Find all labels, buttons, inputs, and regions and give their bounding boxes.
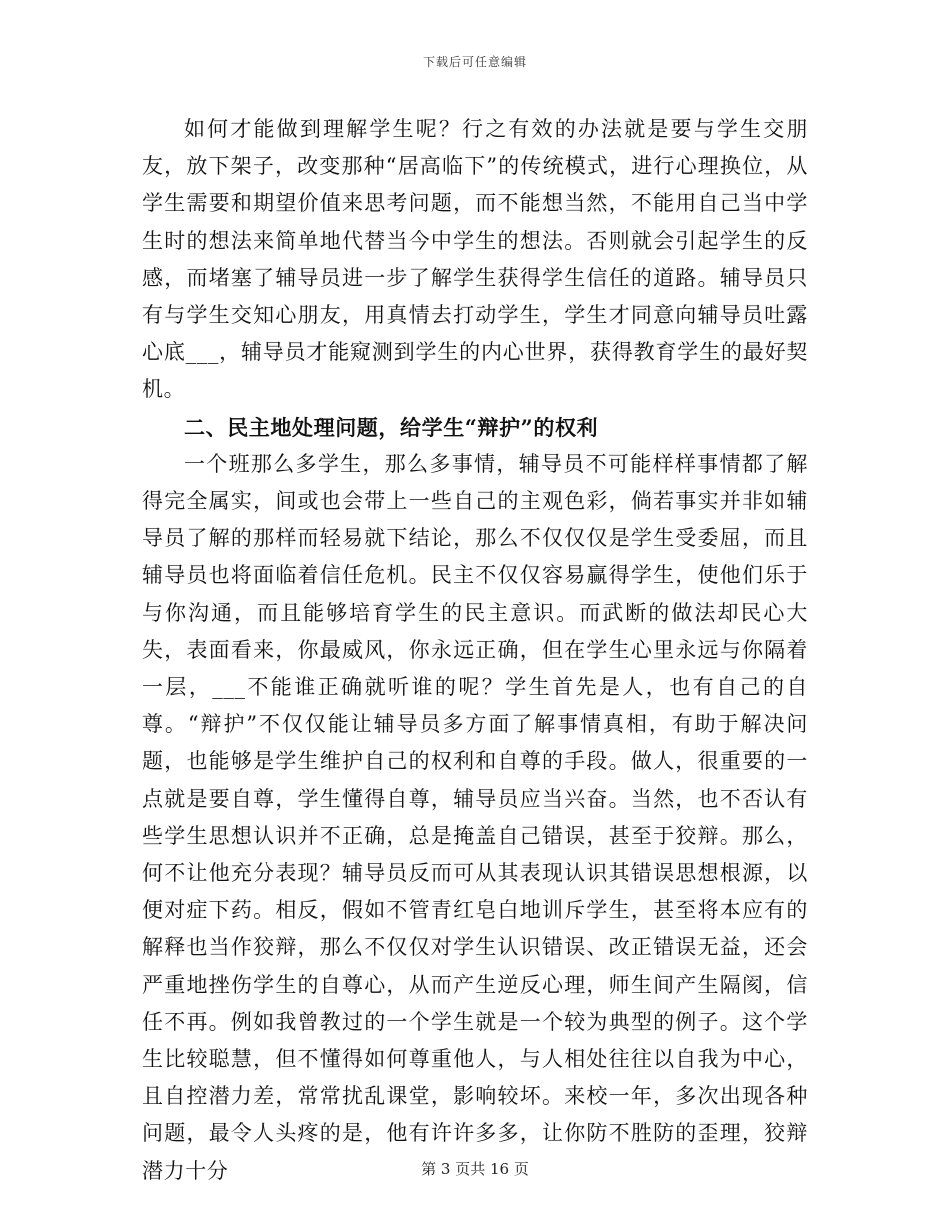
document-body [142,111,808,1190]
paragraph-democratic-handling: 一个班那么多学生，那么多事情，辅导员不可能样样事情都了解得完全属实，间或也会带上一些自己的主观色彩，倘若事实并非如辅导员了解的那样而轻易就下结论，那么不仅仅仅是学生受委屈，而且辅导员也将面临着信任危机。民主不仅仅容易赢得学生，使他们乐于与你沟通，而且能够培育学生的民主意识。而武断的做法却民心大失，表面看来，你最威风，你永远正确，但在学生心里永远与你隔着一层，___不能谁正确就听谁的呢？学生首先是人，也有自己的自尊。“辩护”不仅仅能让辅导员多方面了解事情真相，有助于解决问题，也能够是学生维护自己的权利和自尊的手段。做人，很重要的一点就是要自尊，学生懂得自尊，辅导员应当兴奋。当然，也不否认有些学生思想认识并不正确，总是掩盖自己错误，甚至于狡辩。那么，何不让他充分表现？辅导员反而可从其表现认识其错误思想根源，以便对症下药。相反，假如不管青红皂白地训斥学生，甚至将本应有的解释也当作狡辩，那么不仅仅对学生认识错误、改正错误无益，还会严重地挫伤学生的自尊心，从而产生逆反心理，师生间产生隔阂，信任不再。例如我曾教过的一个学生就是一个较为典型的例子。这个学生比较聪慧，但不懂得如何尊重他人，与人相处往往以自我为中心，且自控潜力差，常常扰乱课堂，影响较坏。来校一年，多次出现各种问题，最令人头疼的是，他有许许多多，让你防不胜防的歪理，狡辩潜力十分 [142,451,808,1183]
page-number: 第 3 页共 16 页 [421,1160,529,1178]
paragraph-understanding-students: 如何才能做到理解学生呢？行之有效的办法就是要与学生交朋友，放下架子，改变那种“居高临下”的传统模式，进行心理换位，从学生需要和期望价值来思考问题，而不能想当然，不能用自己当中学生时的想法来简单地代替当今中学生的想法。否则就会引起学生的反感，而堵塞了辅导员进一步了解学生获得学生信任的道路。辅导员只有与学生交知心朋友，用真情去打动学生，学生才同意向辅导员吐露心底___，辅导员才能窥测到学生的内心世界，获得教育学生的最好契机。 [142,117,808,402]
page-header-note: 下载后可任意编辑 [422,55,527,69]
section-heading-2: 二、民主地处理问题，给学生“辩护”的权利 [184,414,599,440]
